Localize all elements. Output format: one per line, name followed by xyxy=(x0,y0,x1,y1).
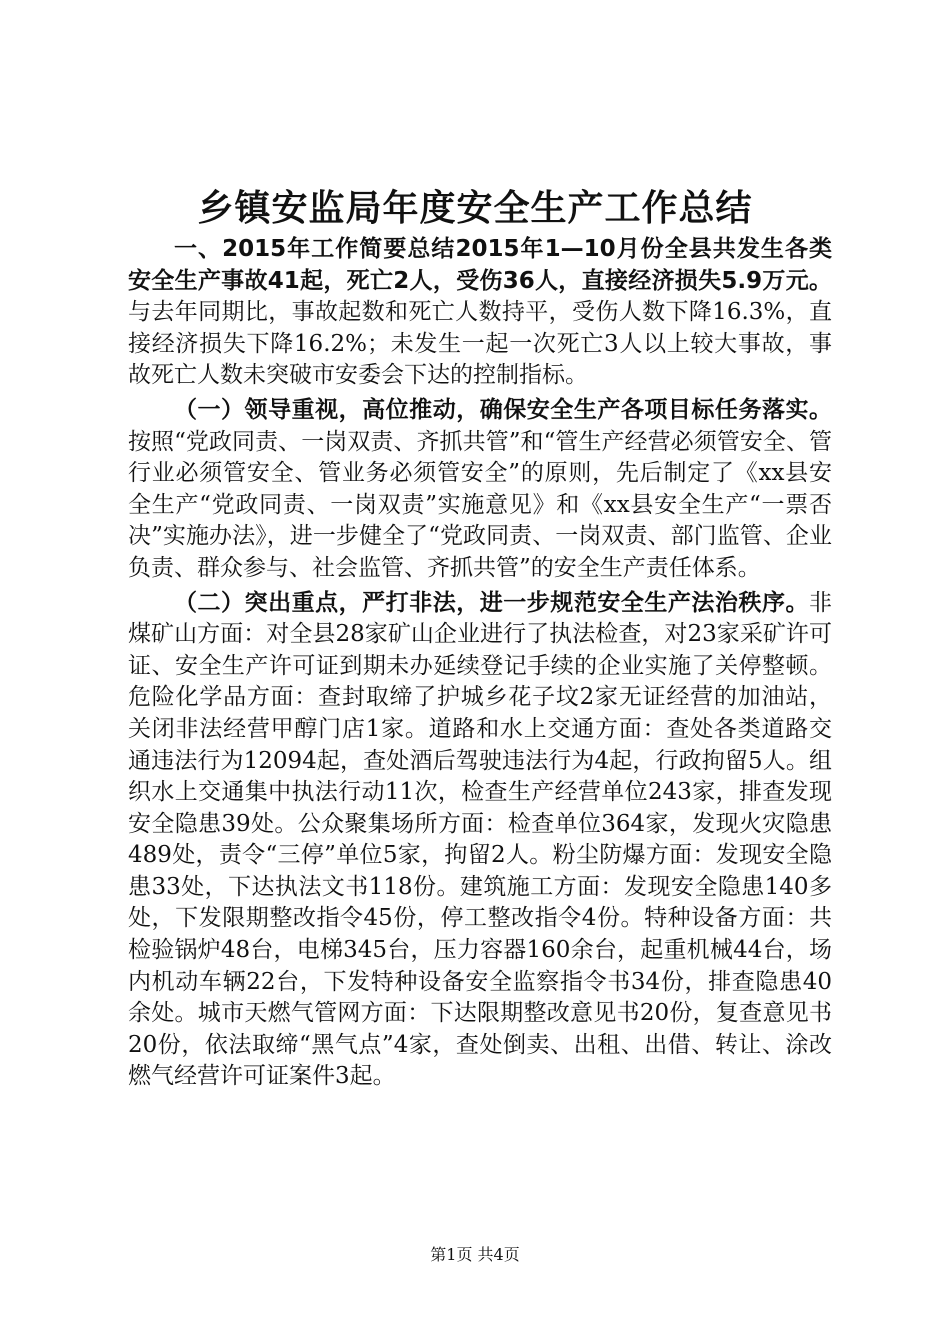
page-footer: 第1页 共4页 xyxy=(430,1245,520,1264)
document-body xyxy=(128,234,832,1096)
paragraph-summary xyxy=(128,234,832,392)
paragraph-text: 非煤矿山方面：对全县28家矿山企业进行了执法检查，对23家采矿许可证、安全生产许可证到期未办延续登记手续的企业实施了关停整顿。危险化学品方面：查封取缔了护城乡花子坟2家无证经营的加油站，关闭非法经营甲醇门店1家。道路和水上交通方面：查处各类道路交通违法行为12094起，查处酒后驾驶违法行为4起，行政拘留5人。组织水上交通集中执法行动11次，检查生产经营单位243家，排查发现安全隐患39处。公众聚集场所方面：检查单位364家，发现火灾隐患489处，责令“三停”单位5家，拘留2人。粉尘防爆方面：发现安全隐患33处，下达执法文书118份。建筑施工方面：发现安全隐患140多处，下发限期整改指令45份，停工整改指令4份。特种设备方面：共检验锅炉48台，电梯345台，压力容器160余台，起重机械44台，场内机动车辆22台，下发特种设备安全监察指令书34份，排查隐患40余处。城市天燃气管网方面：下达限期整改意见书20份，复查意见书20份，依法取缔“黑气点”4家，查处倒卖、出租、出借、转让、涂改燃气经营许可证案件3起。 xyxy=(128,589,832,1090)
paragraph-lead: （二）突出重点，严打非法，进一步规范安全生产法治秩序。 xyxy=(174,589,809,616)
paragraph-lead: 一、2015年工作简要总结2015年1—10月份全县共发生各类安全生产事故41起，死亡2人，受伤36人，直接经济损失5.9万元。 xyxy=(128,236,832,294)
paragraph-enforcement xyxy=(128,588,832,1094)
document-title: 乡镇安监局年度安全生产工作总结 xyxy=(197,187,753,229)
paragraph-lead: （一）领导重视，高位推动，确保安全生产各项目标任务落实。 xyxy=(174,396,832,423)
paragraph-text: 与去年同期比，事故起数和死亡人数持平，受伤人数下降16.3%，直接经济损失下降16.2%；未发生一起一次死亡3人以上较大事故，事故死亡人数未突破市安委会下达的控制指标。 xyxy=(128,299,832,389)
paragraph-text: 按照“党政同责、一岗双责、齐抓共管”和“管生产经营必须管安全、管行业必须管安全、管业务必须管安全”的原则，先后制定了《xx县安全生产“党政同责、一岗双责”实施意见》和《xx县安全生产“一票否决”实施办法》，进一步健全了“党政同责、一岗双责、部门监管、企业负责、群众参与、社会监管、齐抓共管”的安全生产责任体系。 xyxy=(128,428,832,581)
paragraph-leadership xyxy=(128,395,832,585)
